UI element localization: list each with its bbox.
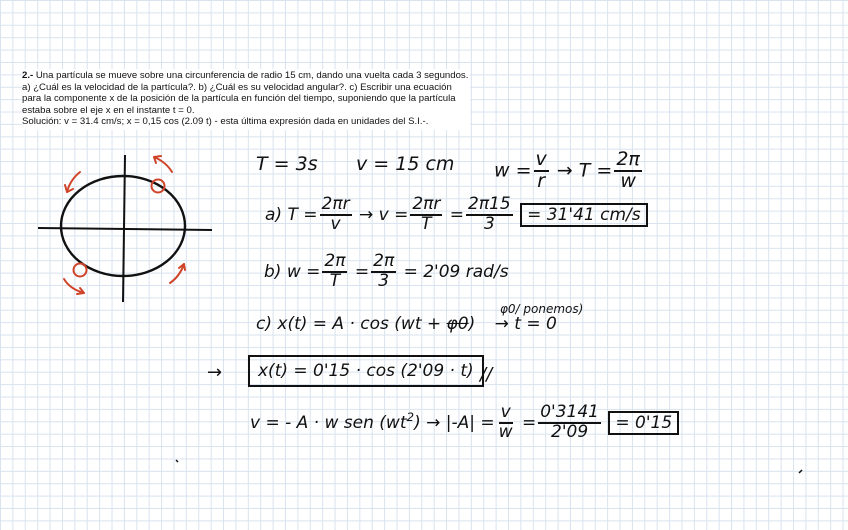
- part-a-v: v =: [378, 204, 409, 225]
- final-equation-box: [248, 355, 484, 387]
- problem-solution: Solución: v = 31.4 cm/s; x = 0,15 cos (2.09 t) - esta última expresión dada en unidades del S.I.-.: [22, 116, 429, 128]
- b-num1: 2π: [324, 251, 346, 271]
- a-den1: v: [330, 213, 341, 234]
- part-b-w: w =: [286, 261, 321, 282]
- part-c-phase: φ0: [446, 314, 469, 334]
- period-num: 2π: [616, 148, 640, 170]
- a-den3: 3: [483, 213, 495, 234]
- particle-marker-bottom: [74, 264, 87, 277]
- period-fraction: [614, 150, 642, 192]
- problem-number: 2.-: [22, 70, 34, 81]
- final-check-mark: //: [480, 364, 493, 385]
- v-result: = 0'15: [608, 411, 679, 435]
- part-c-close: ): [468, 314, 476, 334]
- part-b-result: = 2'09 rad/s: [403, 261, 509, 282]
- part-b-label: b): [264, 261, 282, 282]
- given-radius: v = 15 cm: [356, 153, 455, 175]
- part-a: [265, 196, 648, 234]
- part-a-T: T =: [287, 204, 318, 225]
- final-equation: x(t) = 0'15 · cos (2'09 · t): [258, 361, 474, 381]
- final-arrow-icon: →: [207, 362, 223, 383]
- omega-lhs: w =: [494, 159, 532, 182]
- part-b-frac2: [371, 253, 396, 291]
- part-c-note: φ0/ ponemos): [500, 302, 584, 316]
- omega-num: v: [535, 148, 547, 170]
- v-num: v: [500, 402, 511, 422]
- v-frac1: [497, 404, 515, 442]
- v-den2: 2'09: [551, 421, 589, 442]
- period-lhs: T =: [578, 159, 613, 182]
- b-den2: 3: [378, 270, 390, 291]
- omega-fraction: [534, 150, 549, 192]
- a-num1: 2πr: [321, 194, 350, 214]
- part-c-expr: x(t) = A · cos (wt +: [277, 314, 442, 334]
- part-a-label: a): [265, 204, 283, 225]
- v-equals: =: [521, 412, 537, 433]
- part-c: [256, 314, 557, 334]
- part-b: [264, 253, 509, 291]
- part-a-frac3: [466, 196, 513, 234]
- v-den: w: [498, 421, 513, 442]
- arrow-icon: →: [556, 159, 573, 182]
- part-a-frac1: [320, 196, 352, 234]
- v-num2: 0'3141: [540, 402, 599, 422]
- given-period: T = 3s: [256, 153, 318, 175]
- arrow-top-right: [154, 157, 172, 172]
- part-a-result: = 31'41 cm/s: [520, 203, 647, 227]
- a-equals: =: [449, 204, 465, 225]
- v-phase: 2: [406, 410, 415, 425]
- part-c-label: c): [256, 314, 272, 334]
- period-den: w: [620, 169, 636, 192]
- a-den2: T: [421, 213, 432, 234]
- omega-formula: [494, 150, 644, 192]
- b-den1: T: [329, 270, 341, 291]
- part-v: [250, 404, 679, 442]
- part-a-frac2: [410, 196, 442, 234]
- part-c-t0: → t = 0: [494, 314, 557, 334]
- b-num2: 2π: [373, 251, 395, 271]
- v-close: ): [414, 412, 421, 433]
- v-line: v = - A · w sen (wt: [250, 412, 407, 433]
- a-num2: 2πr: [412, 194, 441, 214]
- v-amplitude: → |-A| =: [426, 412, 495, 433]
- a-num3: 2π15: [468, 194, 511, 214]
- b-equals: =: [354, 261, 370, 282]
- part-b-frac1: [322, 253, 347, 291]
- v-frac2: [538, 404, 601, 442]
- stray-dot-right: [799, 470, 802, 473]
- omega-den: r: [537, 169, 546, 192]
- arrow-bottom-left: [64, 279, 84, 293]
- arrow-icon: →: [358, 204, 374, 225]
- problem-text: Una partícula se mueve sobre una circunferencia de radio 15 cm, dando una vuelta cada 3 segundos. a) ¿Cuál es la velocidad de la partícula?. b) ¿Cuál es su velocidad angular?. c) Escribir una ecuación para la componente x de la posición de la partícula en función del tiempo, suponiendo que la partícula estaba sobre el eje x en el instante t = 0.: [22, 70, 469, 116]
- stray-dot-left: [176, 460, 178, 462]
